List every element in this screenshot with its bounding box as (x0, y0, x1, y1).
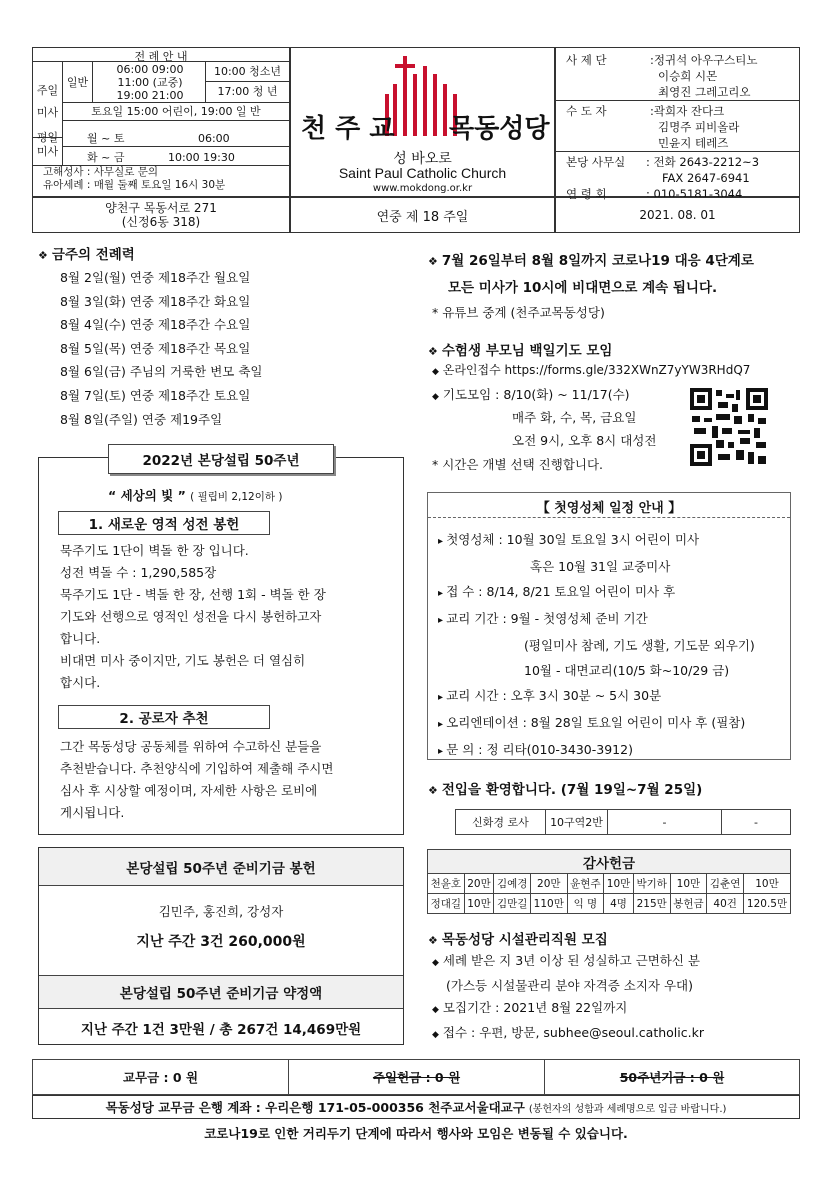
covid-footer-notice: 코로나19로 인한 거리두기 단계에 따라서 행사와 모임은 변동될 수 있습니다. (204, 1126, 628, 1141)
website: www.mokdong.or.kr (372, 183, 473, 194)
list-item: ▸ 교리 기간 : 9월 - 첫영성체 준비 기간 (438, 611, 648, 626)
communion-box (427, 492, 791, 760)
calendar-title: ❖ 금주의 전례력 (38, 247, 135, 263)
fund-last-week: 지난 주간 3건 260,000원 (136, 934, 306, 950)
saturday-line: 토요일 15:00 어린이, 19:00 일 반 (63, 102, 289, 121)
list-item: 8월 6일(금) 주님의 거룩한 변모 축일 (60, 364, 263, 380)
exam-note: * 시간은 개별 선택 진행합니다. (432, 457, 604, 472)
pledge-title: 본당설립 50주년 준비기금 약정액 (39, 975, 403, 1009)
church-name-left: 천 주 교 (301, 114, 395, 144)
week-title: 연중 제 18 주일 (290, 197, 555, 233)
church-logo-block (290, 47, 555, 197)
list-item: ▸ 첫영성체 : 10월 30일 토요일 3시 어린이 미사 (438, 532, 700, 547)
church-name-right: 목동성당 (449, 114, 550, 144)
english-name: Saint Paul Catholic Church (338, 165, 507, 181)
fund-box (38, 847, 404, 1045)
list-item: (평일미사 참례, 기도 생활, 기도문 외우기) (524, 638, 755, 653)
thanks-table (427, 849, 791, 914)
list-item: 10월 - 대면교리(10/5 화~10/29 금) (524, 663, 730, 678)
bank-account: 목동성당 교무금 은행 계좌 : 우리은행 171-05-000356 천주교서울대교구 (봉헌자의 성함과 세례명으로 입금 바랍니다.) (32, 1095, 800, 1119)
sunday-times: 06:00 09:00 11:00 (교중) 19:00 21:00 (116, 63, 184, 102)
list-item: 8월 4일(수) 연중 제18주간 수요일 (60, 317, 251, 333)
youtube-note: * 유튜브 중계 (천주교목동성당) (432, 305, 605, 320)
gyomu-total: 교무금 : 0 원 (33, 1060, 289, 1095)
table-cell: - (608, 810, 722, 835)
covid-notice: ❖ 7월 26일부터 8월 8일까지 코로나19 대응 4단계로 모든 미사가 10시에 비대면으로 계속 됩니다. (428, 253, 754, 296)
list-item: ▸ 접 수 : 8/14, 8/21 토요일 어린이 미사 후 (438, 584, 676, 599)
infant-baptism-info: 유아세례 : 매월 둘째 토요일 16시 30분 (43, 179, 226, 191)
bulletin-date: 2021. 08. 01 (555, 197, 800, 233)
list-item: 8월 2일(월) 연중 제18주간 월요일 (60, 270, 251, 285)
list-item: ▸ 문 의 : 정 리타(010-3430-3912) (438, 742, 633, 757)
hire-details: ◆ 세례 받은 지 3년 이상 된 성실하고 근면하신 분 (가스등 시설물관리 분야 자격증 소지자 우대) ◆ 모집기간 : 2021년 8월 22일까지 ◆ 접수 : 우편, 방문, subhee@seoul.catholic.kr (432, 953, 704, 1040)
hire-title: ❖ 목동성당 시설관리직원 모집 (428, 932, 608, 948)
liturgy-title: 전 례 안 내 (33, 48, 289, 62)
fund-title: 본당설립 50주년 준비기금 봉헌 (39, 848, 403, 886)
liturgy-schedule: 전 례 안 내 주일 미사 일반 06:00 09:00 11:00 (교중) 19:00 21:00 10:00 청소년 17:00 청 년 토요일 15:00 어린이, 19:00 일 반 평일 미사 월 ~ 토 06:00 화 ~ 금 10:00 19:30 고해성사 : 사무실로 문의 유아세례 : 매월 둘째 토요일 16시 30분 (32, 47, 290, 197)
fifty-fund-total: 50주년기금 : 0 원 (545, 1060, 800, 1095)
communion-list (438, 527, 755, 764)
list-item: 8월 5일(목) 연중 제18주간 목요일 (60, 340, 251, 356)
motto: “ 세상의 빛 ” (108, 488, 186, 503)
exam-title: ❖ 수험생 부모님 백일기도 모임 (428, 343, 613, 359)
table-cell: 신화경 로사 (456, 810, 546, 835)
list-item: ▸ 교리 시간 : 오후 3시 30분 ~ 5시 30분 (438, 688, 662, 703)
section1-title: 1. 새로운 영적 성전 봉헌 (58, 511, 270, 535)
table-cell: - (722, 810, 791, 835)
anniversary-title: 2022년 본당설립 50주년 (108, 444, 334, 474)
exam-prayer: ◆ 기도모임 : 8/10(화) ~ 11/17(수) (432, 387, 630, 402)
section2-text: 그간 목동성당 공동체를 위하여 수고하신 분들을 추천받습니다. 추천양식에 기입하여 제출해 주시면 심사 후 시상할 예정이며, 자세한 사항은 로비에 게시됩니다. (60, 739, 334, 820)
list-item: ▸ 오리엔테이션 : 8월 28일 토요일 어린이 미사 후 (필참) (438, 715, 746, 730)
confession-info: 고해성사 : 사무실로 문의 (43, 166, 158, 178)
saint-name: 성 바오로 (393, 151, 452, 167)
list-item: 8월 3일(화) 연중 제18주간 화요일 (60, 293, 251, 309)
section2-title: 2. 공로자 추천 (58, 705, 270, 729)
list-item: 8월 8일(주일) 연중 제19주일 (60, 411, 223, 427)
table-row: 천윤호 20만 김예경 20만 윤현주 10만 박기하 10만 김춘연 10만 (428, 874, 791, 894)
thanks-title: 감사헌금 (428, 850, 791, 874)
staff-contacts: 사 제 단 : 정귀석 아우구스티노 이승희 시몬 최영진 그레고리오 수 도 자 : 곽희자 잔다크 김명주 피비올라 민윤지 테레즈 본당 사무실 : 전화 2643-2212~3 FAX 2647-6941 연 령 회 : 010-5181-3044 (555, 47, 800, 197)
weekday-label: 평일 (36, 131, 59, 144)
pledge-line: 지난 주간 1건 3만원 / 총 267건 14,469만원 (80, 1022, 362, 1038)
fund-names: 김민주, 홍진희, 강성자 (158, 904, 284, 919)
offering-totals (32, 1059, 800, 1095)
list-item: 혹은 10월 31일 교중미사 (530, 559, 671, 574)
welcome-table (455, 809, 791, 835)
section1-text: 묵주기도 1단이 벽돌 한 장 입니다. 성전 벽돌 수 : 1,290,585장 묵주기도 1단 - 벽돌 한 장, 선행 1회 - 벽돌 한 장 기도와 선행으로 영적인 성전을 다시 봉헌하고자 합니다. 비대면 미사 중이지만, 기도 봉헌은 더 열심히 합시다. (60, 543, 326, 690)
qr-code[interactable] (690, 388, 768, 466)
list-item: 8월 7일(토) 연중 제18주간 토요일 (60, 387, 251, 403)
table-row: 정대길 10만 김만길 110만 익 명 4명 215만 봉헌금 40건 120.5만 (428, 894, 791, 914)
sunday-total: 주일헌금 : 0 원 (289, 1060, 545, 1095)
calendar-list (60, 266, 263, 431)
welcome-title: ❖ 전입을 환영합니다. (7월 19일~7월 25일) (428, 782, 703, 798)
sunday-label: 주일 (36, 84, 59, 97)
address: 양천구 목동서로 271 (신정6동 318) (32, 197, 290, 233)
motto-reference: ( 필립비 2,12이하 ) (190, 491, 283, 503)
communion-title: 【 첫영성체 일정 안내 】 (536, 501, 682, 516)
exam-online: ◆ 온라인접수 https://forms.gle/332XWnZ7yYW3RHdQ7 (432, 363, 751, 377)
table-cell: 10구역2반 (546, 810, 608, 835)
